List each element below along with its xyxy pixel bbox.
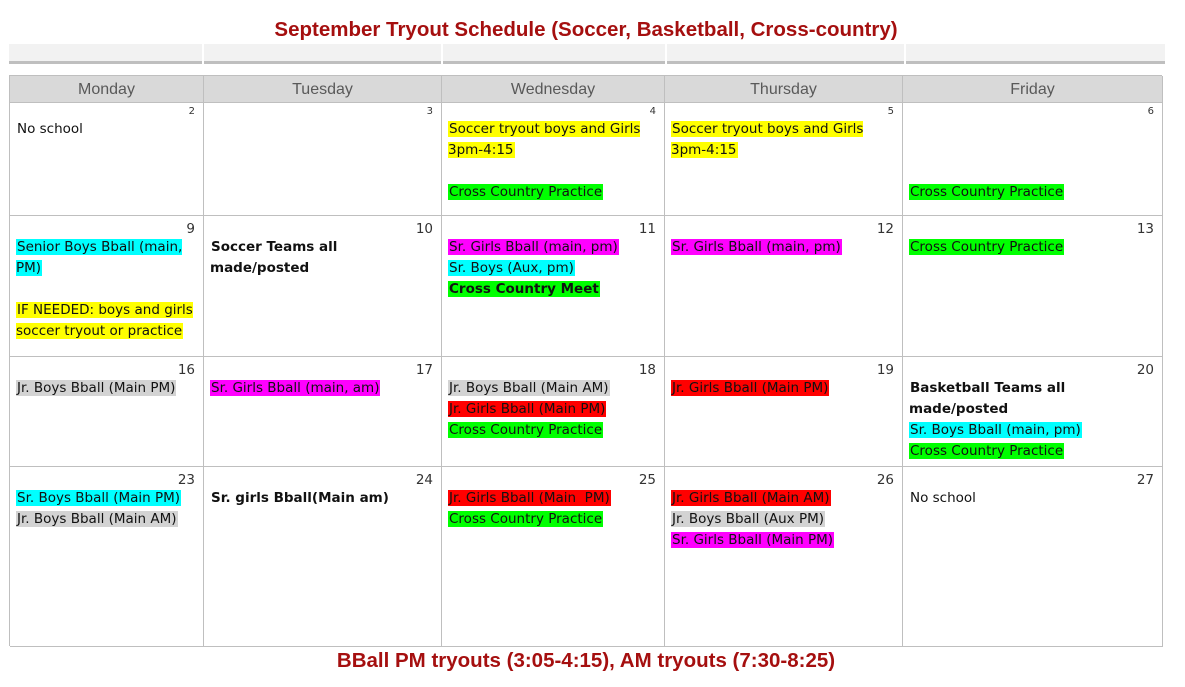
day-number: 17 xyxy=(415,362,433,378)
footer-note: BBall PM tryouts (3:05-4:15), AM tryouts (7:30-8:25) xyxy=(336,649,836,672)
day-cell xyxy=(204,103,442,216)
day-cell xyxy=(442,357,665,467)
event-entry: Jr. Boys Bball (Main AM) xyxy=(449,380,609,396)
event-entry: Jr. Boys Bball (Aux PM) xyxy=(672,511,825,527)
event-entry: Sr. girls Bball(Main am) xyxy=(211,490,389,506)
event-entry: Soccer tryout boys and Girls 3pm-4:15 xyxy=(671,121,864,158)
day-header-tuesday: Tuesday xyxy=(204,76,442,103)
day-number: 2 xyxy=(188,106,195,117)
spacer-cell xyxy=(204,44,441,64)
event-entry: Sr. Girls Bball (Main PM) xyxy=(672,532,834,548)
day-number: 11 xyxy=(638,221,656,237)
day-number: 16 xyxy=(177,362,195,378)
event-entry: Jr. Girls Bball (Main PM) xyxy=(449,490,610,506)
spacer-cell xyxy=(667,44,904,64)
day-cell xyxy=(10,357,204,467)
day-cell xyxy=(903,467,1163,647)
day-cell xyxy=(204,216,442,357)
day-number: 4 xyxy=(649,106,656,117)
event-entry: Sr. Boys (Aux, pm) xyxy=(449,260,574,276)
event-entry: Senior Boys Bball (main, PM) xyxy=(16,239,183,276)
event-entry: Soccer Teams all made/posted xyxy=(210,239,338,276)
event-entry: Sr. Girls Bball (main, pm) xyxy=(449,239,618,255)
day-number: 24 xyxy=(415,472,433,488)
event-entry: Cross Country Practice xyxy=(449,184,603,200)
day-cell xyxy=(903,357,1163,467)
day-cell xyxy=(10,216,204,357)
day-number: 10 xyxy=(415,221,433,237)
day-cell xyxy=(442,216,665,357)
day-cell xyxy=(10,467,204,647)
day-number: 26 xyxy=(876,472,894,488)
event-entry: Sr. Boys Bball (main, pm) xyxy=(910,422,1081,438)
day-number: 20 xyxy=(1136,362,1154,378)
day-number: 25 xyxy=(638,472,656,488)
day-cell xyxy=(665,467,903,647)
spacer-cell xyxy=(906,44,1165,64)
event-entry: No school xyxy=(17,121,83,137)
day-number: 19 xyxy=(876,362,894,378)
event-entry: Cross Country Practice xyxy=(449,511,603,527)
day-cell xyxy=(442,103,665,216)
day-number: 5 xyxy=(887,106,894,117)
event-entry: No school xyxy=(910,490,976,506)
day-number: 3 xyxy=(426,106,433,117)
day-cell xyxy=(903,216,1163,357)
event-entry: Sr. Girls Bball (main, pm) xyxy=(672,239,841,255)
event-entry: Cross Country Practice xyxy=(910,184,1064,200)
event-entry: Cross Country Meet xyxy=(449,281,599,297)
spacer-cell xyxy=(9,44,202,64)
event-entry: Sr. Boys Bball (Main PM) xyxy=(17,490,181,506)
day-number: 6 xyxy=(1147,106,1154,117)
day-cell xyxy=(204,467,442,647)
day-cell xyxy=(903,103,1163,216)
event-entry: Sr. Girls Bball (main, am) xyxy=(211,380,380,396)
calendar-grid xyxy=(9,75,1162,646)
day-cell xyxy=(665,103,903,216)
event-entry: Jr. Girls Bball (Main PM) xyxy=(449,401,606,417)
page-title: September Tryout Schedule (Soccer, Basketball, Cross-country) xyxy=(274,18,898,41)
day-number: 18 xyxy=(638,362,656,378)
day-header-wednesday: Wednesday xyxy=(442,76,665,103)
day-number: 12 xyxy=(876,221,894,237)
day-header-friday: Friday xyxy=(903,76,1163,103)
event-entry: Cross Country Practice xyxy=(449,422,603,438)
day-number: 9 xyxy=(186,221,195,237)
event-entry: Jr. Girls Bball (Main AM) xyxy=(672,490,830,506)
spacer-cell xyxy=(443,44,665,64)
day-cell xyxy=(10,103,204,216)
day-cell xyxy=(665,357,903,467)
event-entry: Jr. Boys Bball (Main PM) xyxy=(17,380,176,396)
event-entry: Basketball Teams all made/posted xyxy=(909,380,1066,417)
day-cell xyxy=(442,467,665,647)
day-cell xyxy=(204,357,442,467)
day-header-monday: Monday xyxy=(10,76,204,103)
day-number: 13 xyxy=(1136,221,1154,237)
event-entry: Jr. Boys Bball (Main AM) xyxy=(17,511,177,527)
event-entry: IF NEEDED: boys and girls soccer tryout or practice xyxy=(16,302,193,339)
event-entry: Jr. Girls Bball (Main PM) xyxy=(672,380,829,396)
event-entry: Cross Country Practice xyxy=(910,239,1064,255)
day-cell xyxy=(665,216,903,357)
event-entry: Cross Country Practice xyxy=(910,443,1064,459)
day-number: 27 xyxy=(1136,472,1154,488)
day-header-thursday: Thursday xyxy=(665,76,903,103)
day-number: 23 xyxy=(177,472,195,488)
event-entry: Soccer tryout boys and Girls 3pm-4:15 xyxy=(448,121,641,158)
header-spacer-row xyxy=(9,44,1162,64)
